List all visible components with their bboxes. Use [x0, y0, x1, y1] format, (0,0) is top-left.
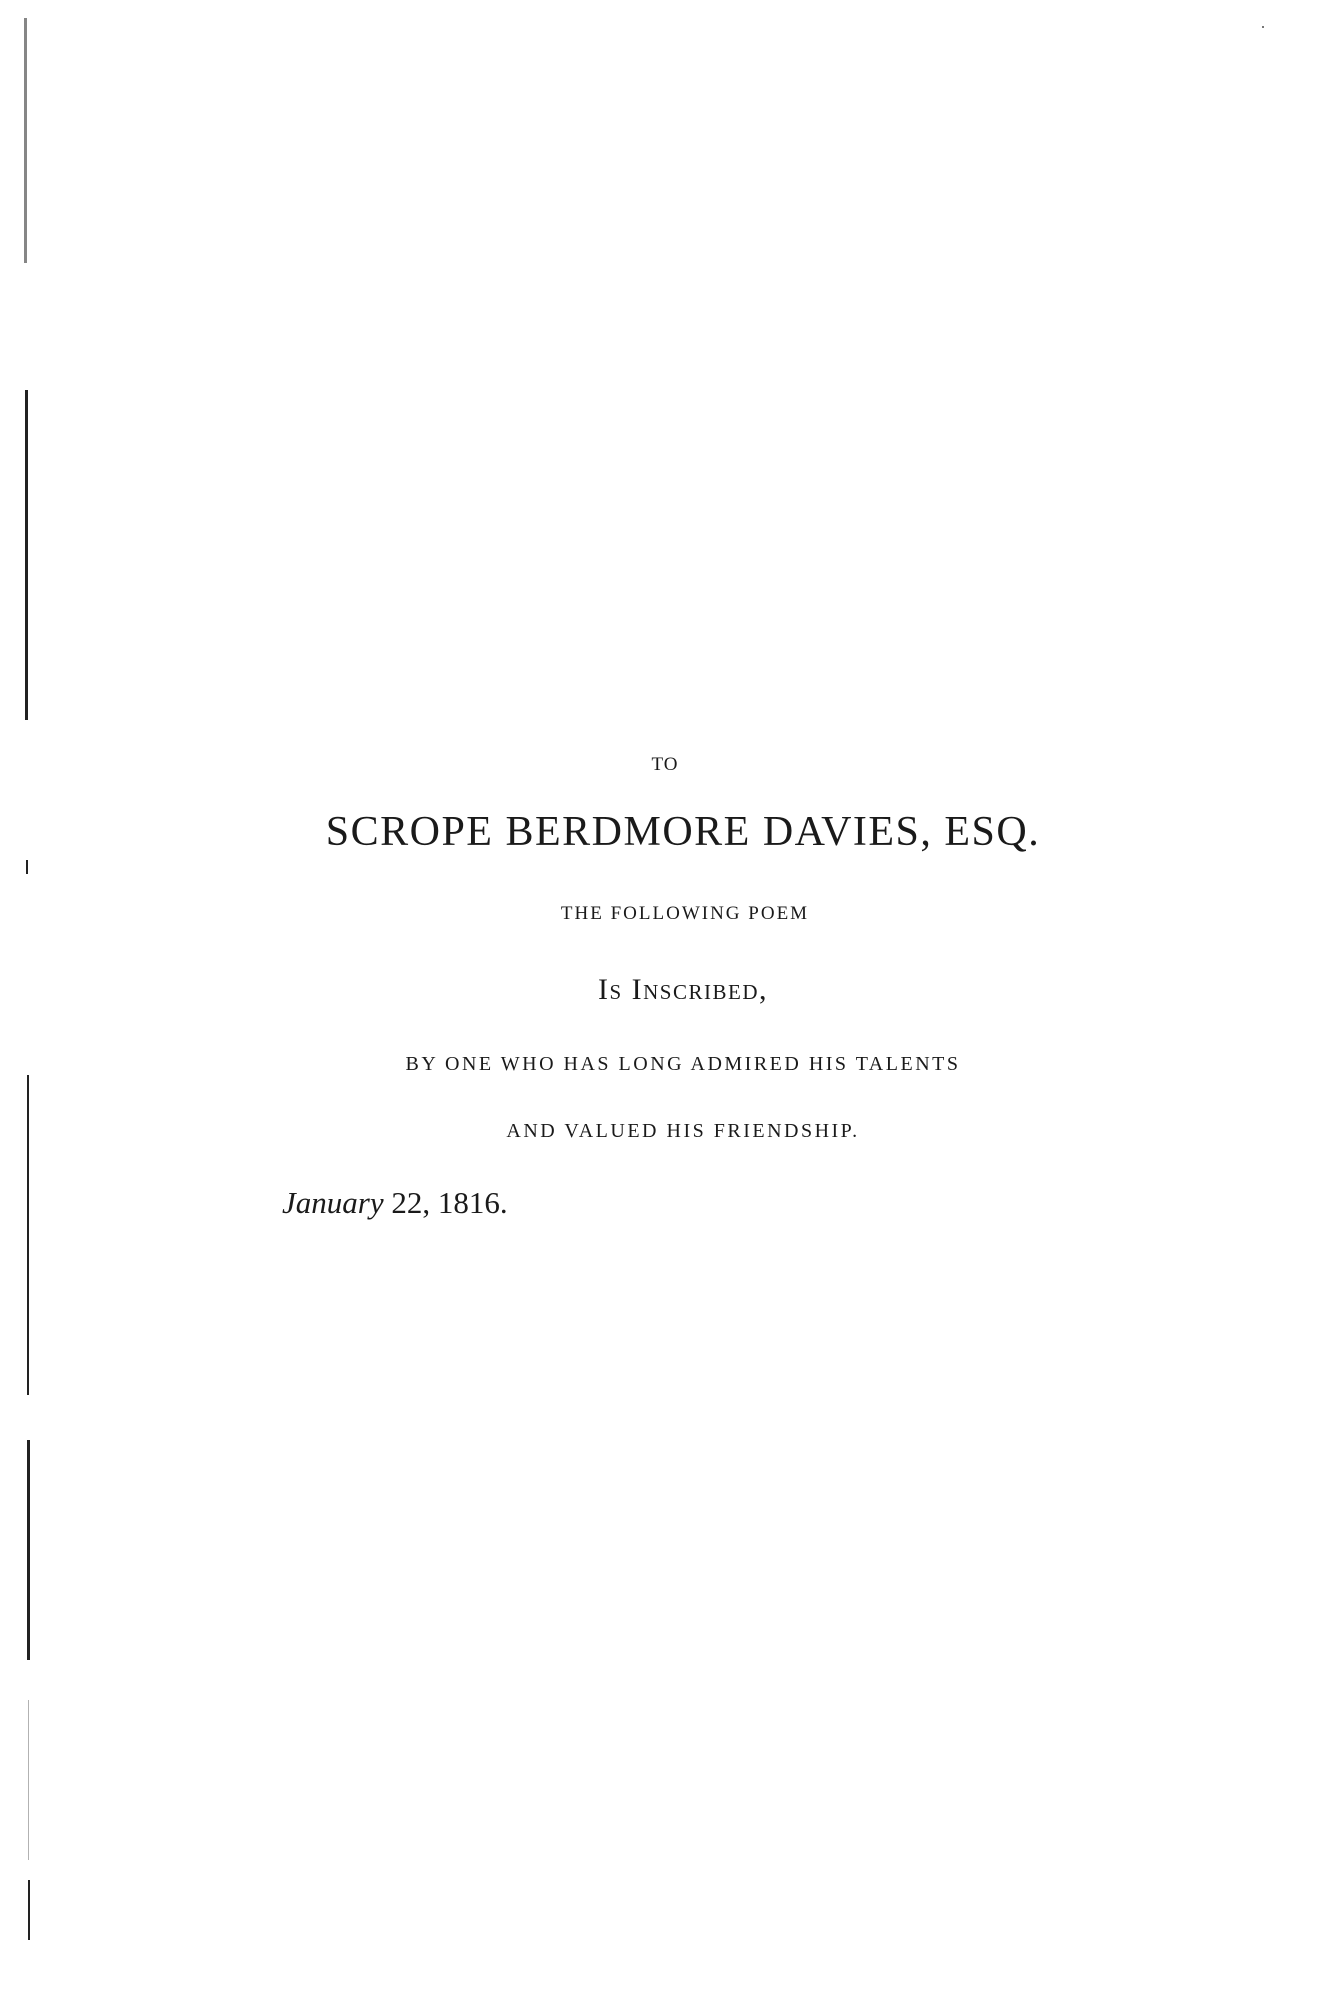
dedication-date: [282, 1185, 508, 1221]
dedication-following-poem: THE FOLLOWING POEM: [560, 903, 810, 924]
dedicatee-name: SCROPE BERDMORE DAVIES, ESQ.: [325, 809, 1041, 855]
scan-edge-mark: [24, 18, 27, 263]
date-day-year: 22, 1816.: [383, 1185, 508, 1220]
dedication-to: TO: [651, 754, 679, 775]
scan-edge-mark: [26, 860, 28, 874]
scan-edge-mark: [27, 1440, 30, 1660]
dedication-valued-line: AND VALUED HIS FRIENDSHIP.: [506, 1120, 860, 1142]
scan-edge-mark: [28, 1880, 30, 1940]
date-month: January: [282, 1185, 384, 1220]
dedication-admired-line: BY ONE WHO HAS LONG ADMIRED HIS TALENTS: [405, 1053, 961, 1075]
dedication-inscribed: Is Inscribed,: [597, 973, 768, 1006]
scan-edge-mark: [28, 1700, 29, 1860]
scan-speck: [1262, 26, 1264, 28]
scan-edge-mark: [25, 390, 28, 720]
